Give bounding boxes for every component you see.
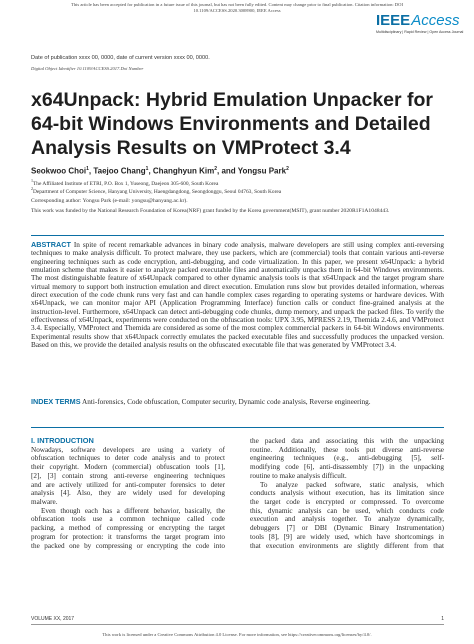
text-line: conducts analysis without execution, has its limitation since	[250, 489, 444, 498]
affiliation-mark: 2	[31, 186, 33, 191]
abstract-top-rule	[31, 235, 444, 236]
affiliation-mark: 1	[31, 178, 33, 183]
text-line: To analyze packed software, static analysis, which	[260, 480, 444, 489]
text-line: and are actively utilized for anti-computer forensics to deter	[31, 480, 225, 489]
license-notice: This work is licensed under a Creative Commons Attribution 4.0 License. For more information, see https://creativecommons.org/licenses/by/4.0/.	[102, 632, 372, 637]
text-line: Nowadays, software developers are using a variety of	[31, 445, 225, 454]
text-line: [2], [3] contain strong anti-reverse engineering techniques	[31, 471, 225, 480]
author-affiliation-mark: 1	[86, 166, 89, 172]
text-line: malware.	[31, 498, 58, 507]
text-line: Even though each has a different behavior, basically, the	[41, 506, 225, 515]
author-list	[31, 166, 289, 176]
text-line: this, dynamic analysis can be used, which conducts code	[250, 506, 444, 515]
corresponding-author: Corresponding author: Yongsu Park (e-mail: yongsu@hanyang.ac.kr).	[31, 198, 188, 204]
author-affiliation-mark: 1	[145, 166, 149, 172]
text-line: program for protection: it transforms the target program into	[31, 532, 225, 541]
logo-access: Access	[411, 12, 460, 29]
text-line: that execution environments are slightly different from that	[250, 541, 444, 550]
text-line: packing, a method of compressing or encrypting the target	[31, 524, 225, 533]
author-name: Seokwoo Choi	[31, 166, 87, 176]
author-affiliation-mark: 2	[214, 166, 217, 172]
notice-line-2: 10.1109/ACCESS.2020.3008900, IEEE Access	[193, 8, 281, 13]
index-terms	[31, 398, 444, 406]
text-line: the packed one by compressing or encrypting the code into	[31, 541, 225, 550]
index-terms-label: INDEX TERMS	[31, 397, 81, 406]
text-line: routine. Additionally, these tools put diverse anti-reverse	[250, 445, 444, 454]
text-line: modifying code [6], anti-disassembly [7]) in the unpacking	[250, 463, 444, 472]
doi-line: Digital Object Identifier 10.1109/ACCESS.2017.Doi Number	[31, 66, 144, 71]
logo-tagline: Multidisciplinary | Rapid Review | Open Access Journal	[376, 30, 464, 34]
text-line: their copyright. Modern (commercial) obfuscation tools [1],	[31, 463, 225, 472]
abstract-bottom-rule	[31, 427, 444, 428]
publication-date: Date of publication xxxx 00, 0000, date of current version xxxx 00, 0000.	[31, 55, 210, 61]
logo-ieee: IEEE	[376, 12, 411, 29]
index-terms-text: Anti-forensics, Code obfuscation, Computer security, Dynamic code analysis, Reverse engineering.	[81, 398, 371, 406]
author-name: , Changhyun Kim	[148, 166, 215, 176]
ieee-access-logo	[376, 13, 464, 35]
author-affiliation-mark: 2	[286, 166, 289, 172]
text-line: the packed data and associating this with the unpacking	[250, 437, 444, 445]
author-name: , Taejoo Chang	[88, 166, 146, 176]
intro-right-column	[250, 437, 444, 550]
text-line: tools [8], [9] are widely used, which have shortcomings in	[250, 532, 444, 541]
author-name: , and Yongsu Park	[217, 166, 287, 176]
text-line: execution and analysis together. To analyze dynamically,	[250, 515, 444, 524]
page-number: 1	[441, 616, 444, 622]
text-line: obfuscation techniques to deter code analysis and to protect	[31, 454, 225, 463]
abstract-text: In spite of recent remarkable advances in binary code analysis, malware developers are still using complex anti-reversing techniques to make analysis difficult. To protect malware, they use packers, which are (commercial) tools that contain various anti-reverse engineering techniques such as code encryption, anti-debugging, and code virtualization. In this paper, we present x64Unpack: a hybrid emulation scheme that makes it easier to analyze packed executable files and automatically unpacks them in 64-bit Windows environments. The most distinguishable feature of x64Unpack compared to other dynamic analysis tools is that x64Unpack and the target program share virtual memory to support both instruction emulation and direct execution. Emulation runs slow but provides detailed information, whereas direct execution of the code chunk runs very fast and can handle complex cases regarding to operating systems or hardware devices. With x64Unpack, we can monitor major API (Application Programming Interface) function calls or conduct fine-grained analysis at the instruction-level. Furthermore, x64Unpack can detect anti-debugging code chunks, dump memory, and unpack the packed files. To verify the effectiveness of x64Unpack, experiments were conducted on the obfuscation tools: UPX 3.95, MPRESS 2.19, Themida 2.4.6, and VMProtect 3.4. Especially, VMProtect and Themida are considered as some of the most complex commercial packers in 64-bit Windows environments. Experimental results show that x64Unpack correctly emulates the packed executable files and successfully produces the unpacked version. Based on this, we provide the detailed analysis results on the obfuscated executable file that was generated by VMProtect 3.4.	[31, 241, 444, 350]
text-line: engineering techniques (e.g., anti-debugging [5], self-	[250, 454, 444, 463]
text-line: obfuscation tools use a common technique called code	[31, 515, 225, 524]
text-line: routine to make analysis difficult.	[250, 471, 347, 480]
text-line: the target code is encrypted or compressed. To overcome	[250, 498, 444, 507]
affiliation-text: Department of Computer Science, Hanyang University, Haengdangdong, Seongdonggu, Seoul 04763, South Korea	[33, 188, 282, 195]
abstract-label: ABSTRACT	[31, 240, 71, 249]
paper-title: x64Unpack: Hybrid Emulation Unpacker for 64-bit Windows Environments and Detailed Analysis Results on VMProtect 3.4	[31, 89, 434, 159]
abstract	[31, 241, 444, 349]
funding-statement: This work was funded by the National Research Foundation of Korea(NRF) grant funded by the Korea government(MSIT), grant number 2020R1F1A1048443.	[31, 208, 390, 214]
volume-label: VOLUME XX, 2017	[31, 616, 75, 622]
footer-rule	[31, 624, 444, 625]
affiliation-2	[31, 186, 281, 195]
notice-line-1: This article has been accepted for publication in a future issue of this journal, but has not been fully edited. Content may change prior to final publication. Citation information: DOI	[71, 2, 403, 7]
logo-wordmark	[376, 13, 460, 29]
introduction-heading: I. INTRODUCTION	[31, 436, 94, 445]
text-line: debuggers [7] or DBI (Dynamic Binary Instrumentation)	[250, 524, 444, 533]
intro-left-column	[31, 437, 225, 550]
affiliation-text: The Affiliated Institute of ETRI, P.O. Box 1, Yuseong, Daejeon 305-600, South Korea	[33, 180, 219, 187]
text-line: analysis [4]. Also, they are widely used for developing	[31, 489, 225, 498]
